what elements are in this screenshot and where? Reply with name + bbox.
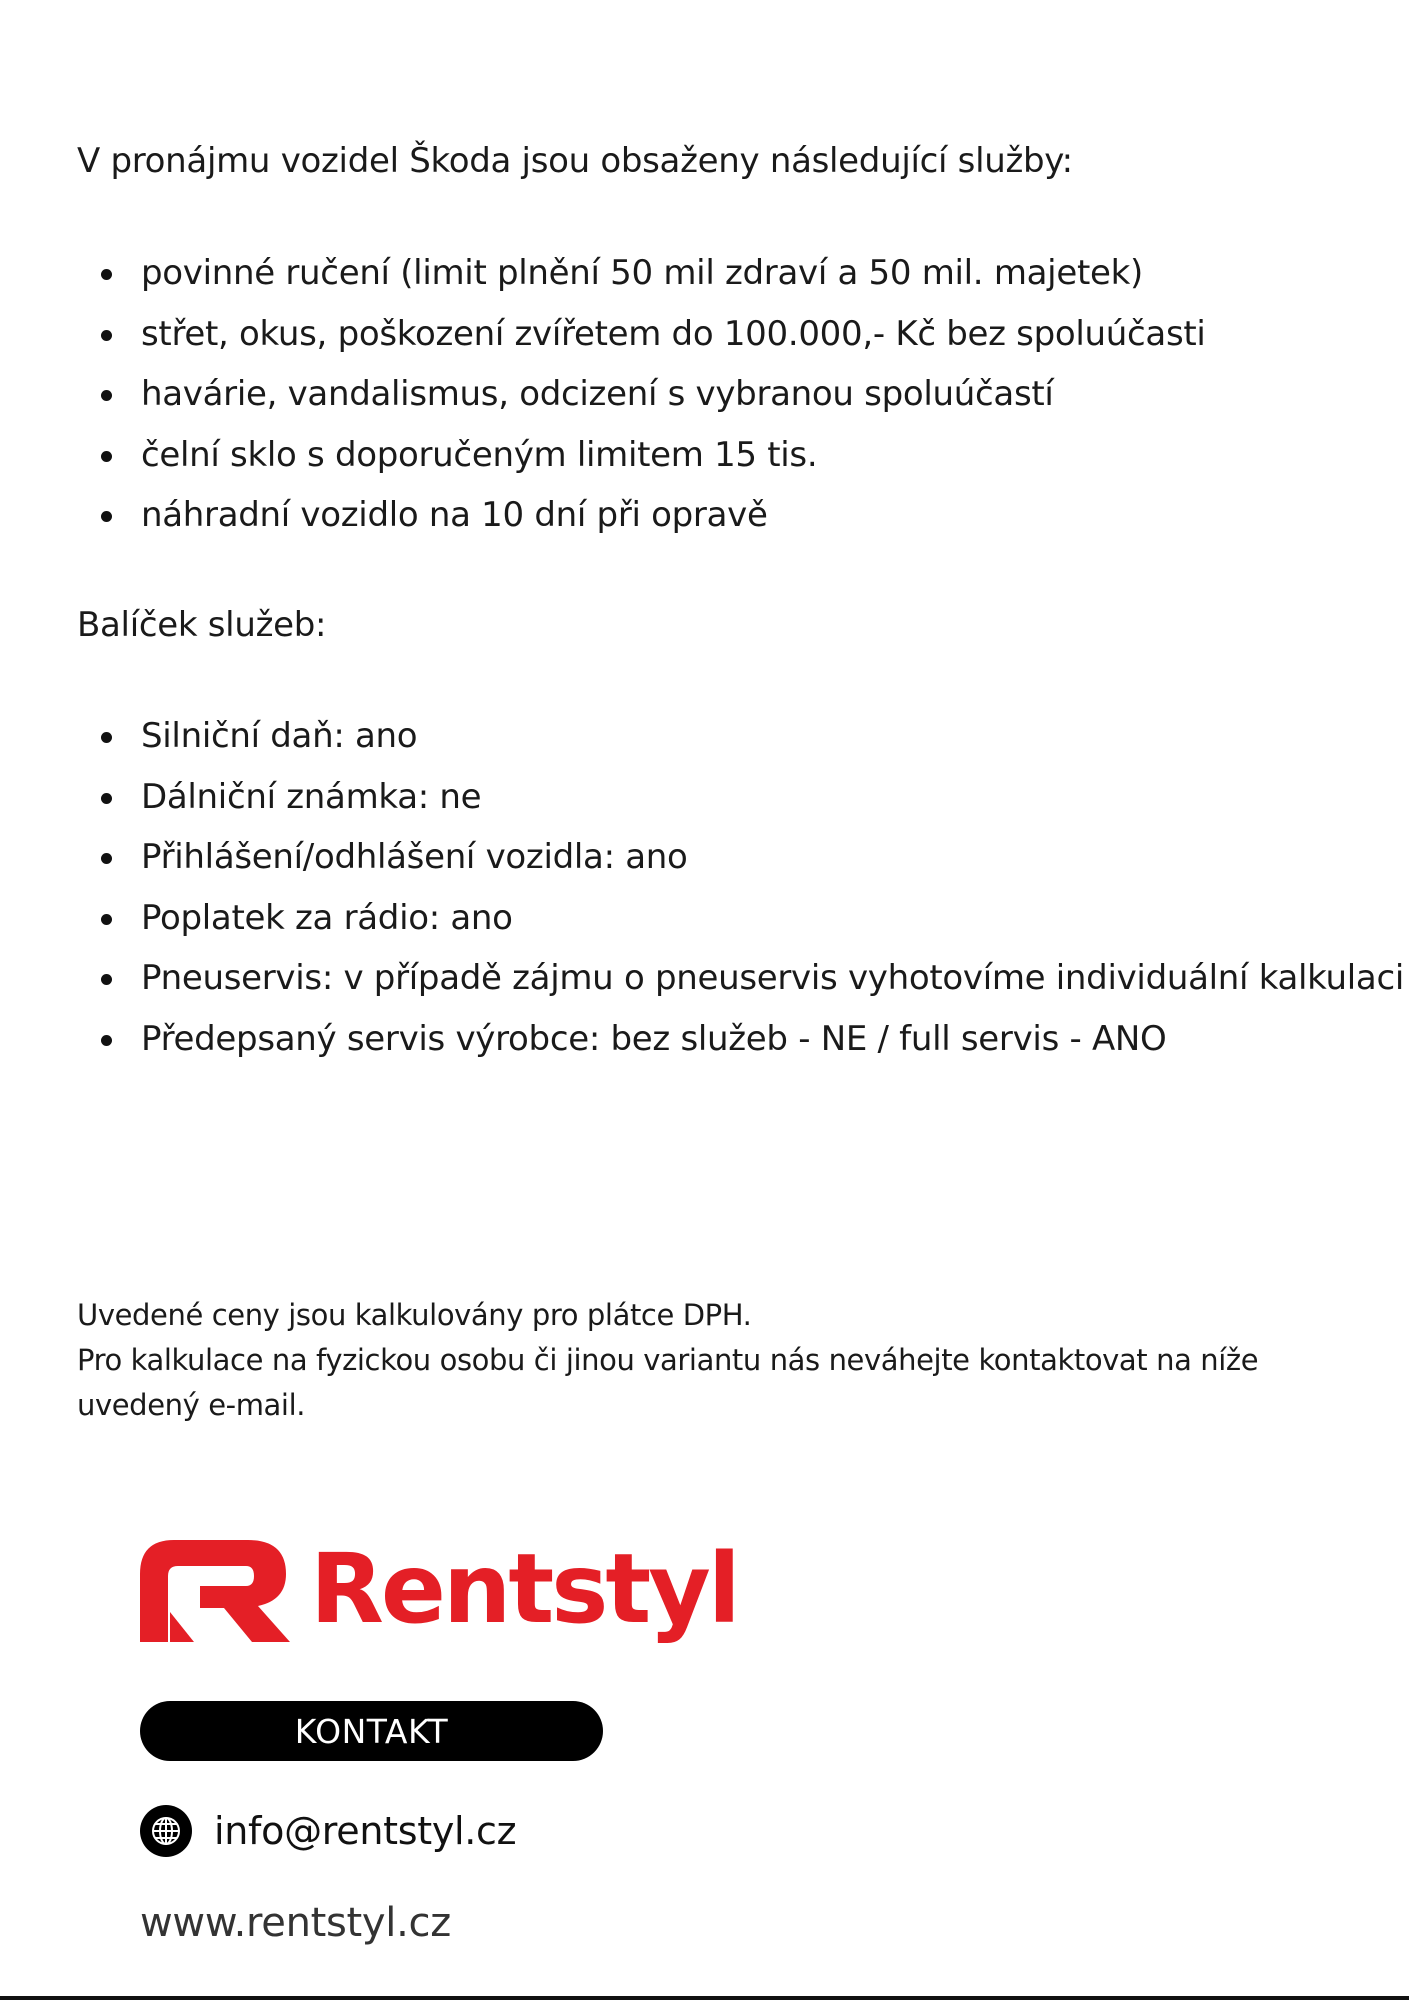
contact-button[interactable]: KONTAKT [140, 1701, 603, 1761]
list-item: povinné ručení (limit plnění 50 mil zdraví a 50 mil. majetek) [77, 243, 1206, 304]
email-link[interactable]: info@rentstyl.cz [214, 1809, 517, 1853]
list-item: havárie, vandalismus, odcizení s vybranou spoluúčastí [77, 364, 1206, 425]
list-item: Poplatek za rádio: ano [77, 888, 1404, 949]
list-item: Silniční daň: ano [77, 706, 1404, 767]
list-item: Pneuservis: v případě zájmu o pneuservis vyhotovíme individuální kalkulaci [77, 948, 1404, 1009]
pricing-note [77, 1293, 1277, 1428]
note-line: Uvedené ceny jsou kalkulovány pro plátce DPH. [77, 1298, 752, 1332]
list-item: náhradní vozidlo na 10 dní při opravě [77, 485, 1206, 546]
r-mark-icon [140, 1540, 290, 1642]
list-item: čelní sklo s doporučeným limitem 15 tis. [77, 425, 1206, 486]
list-item: Přihlášení/odhlášení vozidla: ano [77, 827, 1404, 888]
services-list [77, 243, 1206, 546]
logo-text: Rentstyl [310, 1533, 738, 1645]
list-item: střet, okus, poškození zvířetem do 100.000,- Kč bez spoluúčasti [77, 304, 1206, 365]
email-row [140, 1805, 516, 1857]
list-item: Dálniční známka: ne [77, 767, 1404, 828]
note-line: Pro kalkulace na fyzickou osobu či jinou variantu nás neváhejte kontaktovat na níže uvedený e-mail. [77, 1343, 1259, 1422]
package-heading: Balíček služeb: [77, 605, 327, 645]
website-link[interactable]: www.rentstyl.cz [140, 1900, 451, 1946]
bottom-divider [0, 1996, 1409, 2000]
globe-icon [140, 1805, 192, 1857]
list-item: Předepsaný servis výrobce: bez služeb - NE / full servis - ANO [77, 1009, 1404, 1070]
rentstyl-logo [140, 1533, 738, 1645]
intro-text: V pronájmu vozidel Škoda jsou obsaženy následující služby: [77, 141, 1073, 181]
package-list [77, 706, 1404, 1069]
